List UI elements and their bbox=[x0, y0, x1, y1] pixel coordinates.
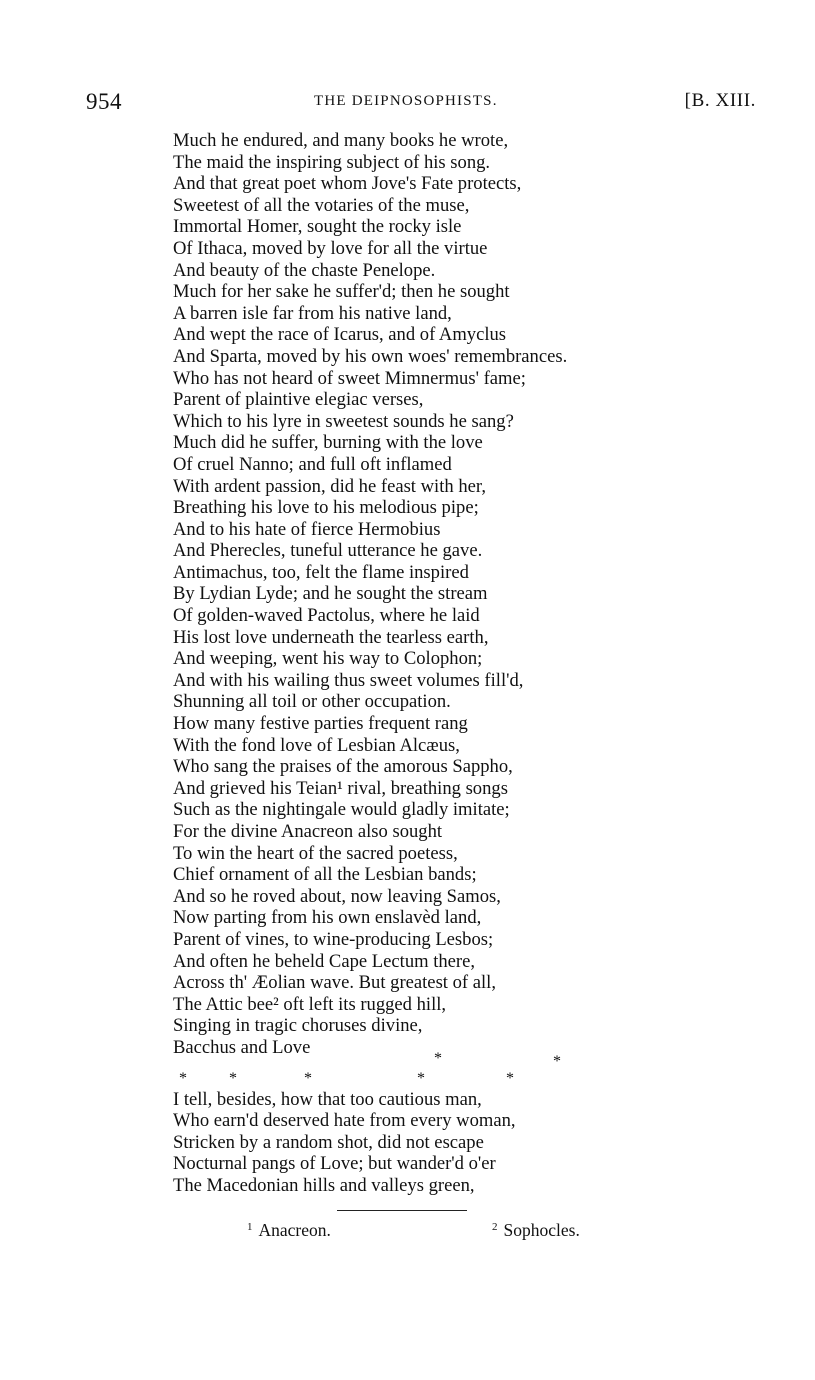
poem-line: And that great poet whom Jove's Fate protects, bbox=[173, 173, 522, 195]
poem-line: And Sparta, moved by his own woes' remembrances. bbox=[173, 345, 568, 367]
footnote-mark: 1 bbox=[247, 1221, 253, 1233]
footnote-text: Anacreon. bbox=[258, 1220, 331, 1240]
poem-line: Chief ornament of all the Lesbian bands; bbox=[173, 864, 477, 886]
poem-line: By Lydian Lyde; and he sought the stream bbox=[173, 583, 488, 605]
poem-line: A barren isle far from his native land, bbox=[173, 302, 452, 324]
poem-line: How many festive parties frequent rang bbox=[173, 713, 468, 735]
poem-line: To win the heart of the sacred poetess, bbox=[173, 842, 458, 864]
page-header bbox=[86, 89, 756, 117]
footnote-1 bbox=[247, 1220, 331, 1241]
poem-line: Such as the nightingale would gladly imitate; bbox=[173, 799, 510, 821]
poem-line: And beauty of the chaste Penelope. bbox=[173, 259, 436, 281]
poem-line: Who sang the praises of the amorous Sappho, bbox=[173, 756, 513, 778]
poem-line: Much for her sake he suffer'd; then he sought bbox=[173, 281, 510, 303]
poem-line: With ardent passion, did he feast with her, bbox=[173, 475, 486, 497]
poem-line: Of Ithaca, moved by love for all the virtue bbox=[173, 237, 488, 259]
poem-line: Who has not heard of sweet Mimnermus' fame; bbox=[173, 367, 526, 389]
poem-line: Parent of vines, to wine-producing Lesbos; bbox=[173, 928, 494, 950]
poem-line: And wept the race of Icarus, and of Amyclus bbox=[173, 324, 507, 346]
poem-line: Who earn'd deserved hate from every woman, bbox=[173, 1110, 516, 1132]
poem-line: And weeping, went his way to Colophon; bbox=[173, 648, 483, 670]
asterisk: * bbox=[179, 1069, 187, 1087]
poem-line: With the fond love of Lesbian Alcæus, bbox=[173, 734, 460, 756]
poem-line: Of cruel Nanno; and full oft inflamed bbox=[173, 453, 452, 475]
poem-line: And with his wailing thus sweet volumes fill'd, bbox=[173, 669, 524, 691]
poem-line: Immortal Homer, sought the rocky isle bbox=[173, 216, 462, 238]
book-section-reference: [B. XIII. bbox=[684, 90, 756, 111]
footnote-text: Sophocles. bbox=[503, 1220, 580, 1240]
poem-stanza-2 bbox=[173, 1089, 693, 1197]
poem-line: The Macedonian hills and valleys green, bbox=[173, 1174, 475, 1196]
poem-line: The Attic bee² oft left its rugged hill, bbox=[173, 993, 447, 1015]
poem-line: His lost love underneath the tearless earth, bbox=[173, 626, 489, 648]
poem-line: Much did he suffer, burning with the love bbox=[173, 432, 483, 454]
poem-line: I tell, besides, how that too cautious man, bbox=[173, 1088, 482, 1110]
poem-line: The maid the inspiring subject of his song. bbox=[173, 151, 491, 173]
asterisk: * bbox=[229, 1069, 237, 1087]
asterisk: * bbox=[434, 1049, 442, 1067]
footnotes bbox=[0, 1220, 815, 1246]
footnote-mark: 2 bbox=[492, 1221, 498, 1233]
poem-line: Which to his lyre in sweetest sounds he sang? bbox=[173, 410, 514, 432]
page-number: 954 bbox=[86, 89, 122, 114]
asterisk: * bbox=[506, 1069, 514, 1087]
poem-line: Parent of plaintive elegiac verses, bbox=[173, 389, 424, 411]
poem-line: Singing in tragic choruses divine, bbox=[173, 1015, 423, 1037]
poem-stanza-1 bbox=[173, 130, 693, 1059]
poem-line: Nocturnal pangs of Love; but wander'd o'er bbox=[173, 1153, 496, 1175]
poem-line: And so he roved about, now leaving Samos, bbox=[173, 885, 501, 907]
poem-line: Sweetest of all the votaries of the muse, bbox=[173, 194, 470, 216]
poem-line: Now parting from his own enslavèd land, bbox=[173, 907, 482, 929]
asterisk: * bbox=[553, 1052, 561, 1070]
poem-line: For the divine Anacreon also sought bbox=[173, 821, 443, 842]
poem-line: Bacchus and Love bbox=[173, 1036, 311, 1058]
poem-line: Breathing his love to his melodious pipe; bbox=[173, 497, 479, 519]
poem-line: And often he beheld Cape Lectum there, bbox=[173, 950, 476, 972]
poem-line: And grieved his Teian¹ rival, breathing songs bbox=[173, 777, 508, 799]
footnote-2 bbox=[492, 1220, 580, 1241]
poem-line: Much he endured, and many books he wrote, bbox=[173, 130, 509, 151]
asterisk-break bbox=[173, 1049, 693, 1087]
poem-body bbox=[173, 130, 693, 1197]
poem-line: And Pherecles, tuneful utterance he gave. bbox=[173, 540, 483, 562]
poem-line: And to his hate of fierce Hermobius bbox=[173, 518, 441, 540]
poem-line: Of golden-waved Pactolus, where he laid bbox=[173, 605, 480, 627]
asterisk: * bbox=[304, 1069, 312, 1087]
poem-line: Stricken by a random shot, did not escape bbox=[173, 1131, 484, 1153]
poem-line: Antimachus, too, felt the flame inspired bbox=[173, 561, 469, 583]
asterisk: * bbox=[417, 1069, 425, 1087]
running-title: THE DEIPNOSOPHISTS. bbox=[314, 93, 498, 109]
poem-line: Across th' Æolian wave. But greatest of all, bbox=[173, 972, 496, 994]
footnote-rule bbox=[337, 1210, 467, 1211]
poem-line: Shunning all toil or other occupation. bbox=[173, 691, 451, 713]
